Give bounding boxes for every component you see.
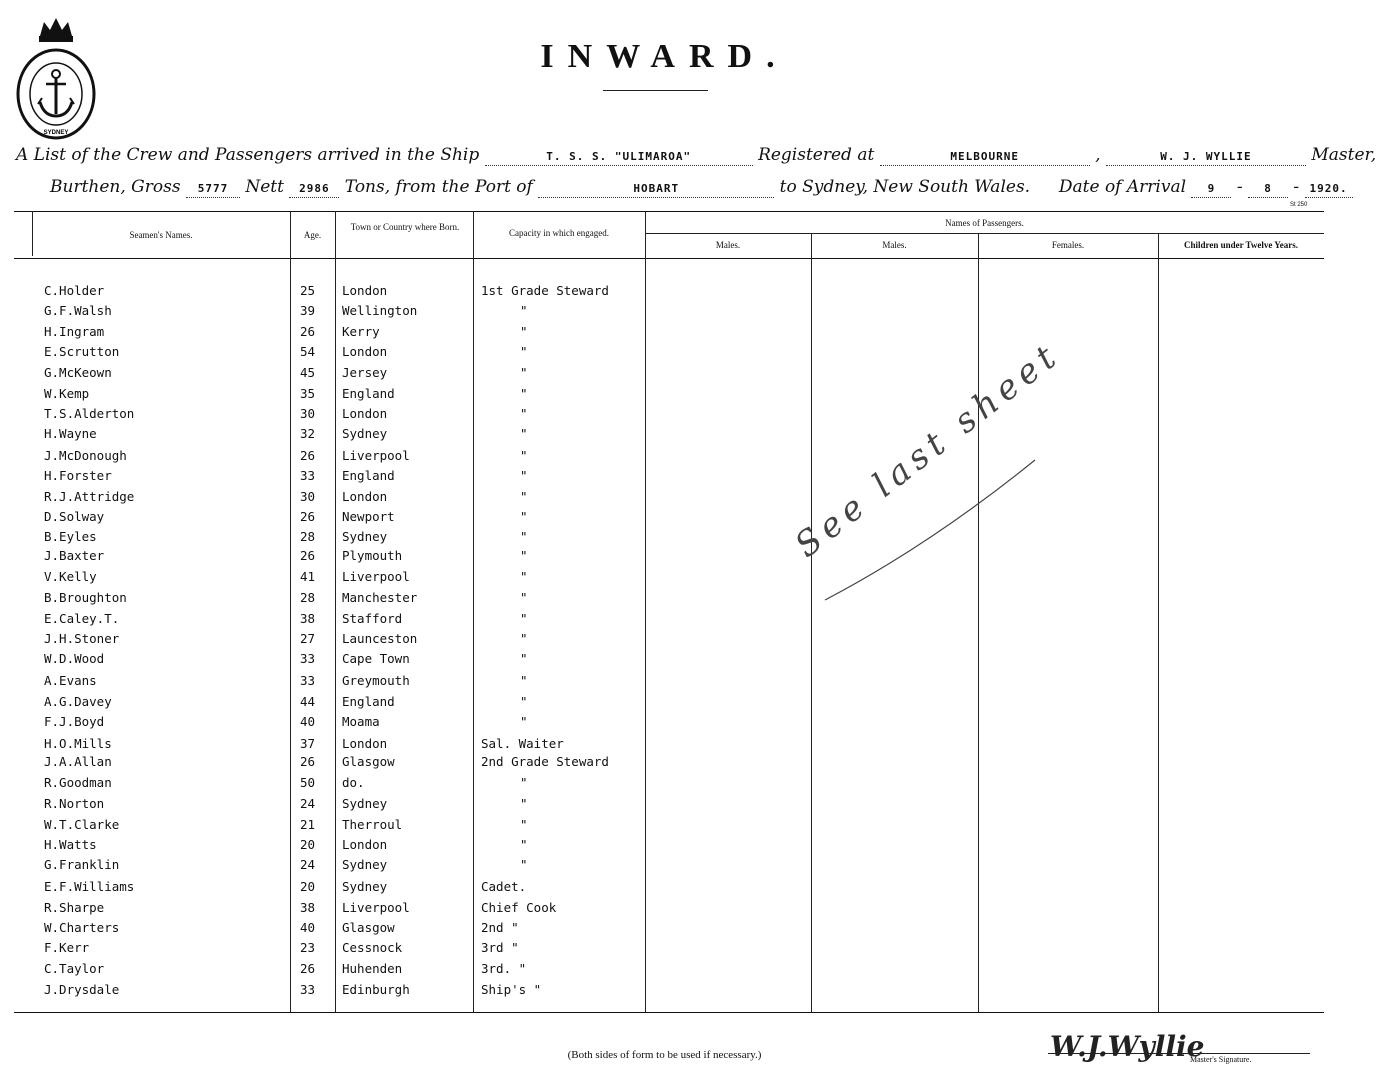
header-line-2: Burthen, Gross 5777 Nett 2986 Tons, from the Port of HOBART to Sydney, New South Wales. Date of Arrival 9 - 8 - 1920. (50, 177, 1353, 198)
crew-row (0, 448, 1329, 468)
crew-capacity: " (520, 386, 528, 401)
crew-birthplace: Cessnock (342, 940, 403, 955)
crew-capacity: " (520, 817, 528, 832)
crew-name: J.A.Allan (44, 754, 112, 769)
crew-row (0, 303, 1329, 323)
arrival-year: 1920. (1309, 182, 1348, 195)
crew-capacity: Ship's " (481, 982, 542, 997)
crew-age: 41 (300, 569, 316, 584)
crew-row (0, 548, 1329, 568)
crew-row (0, 324, 1329, 344)
crew-age: 40 (300, 714, 316, 729)
crew-birthplace: Manchester (342, 590, 418, 605)
crew-age: 26 (300, 324, 316, 339)
crew-name: H.Watts (44, 837, 97, 852)
crew-age: 20 (300, 879, 316, 894)
crew-name: J.Baxter (44, 548, 105, 563)
crew-capacity: " (520, 426, 528, 441)
crew-name: E.Caley.T. (44, 611, 120, 626)
shipping-master-seal (12, 14, 100, 138)
col-header-males: Males. (715, 240, 741, 250)
crew-row (0, 775, 1329, 795)
table-top-rule (14, 211, 1324, 212)
crew-birthplace: Sydney (342, 529, 388, 544)
crew-name: J.H.Stoner (44, 631, 120, 646)
crew-row (0, 754, 1329, 774)
table-bottom-rule (14, 1012, 1324, 1013)
form-code: St 250 (1290, 202, 1308, 208)
crew-name: R.Goodman (44, 775, 112, 790)
col-header-passengers: Names of Passengers. (945, 218, 1024, 228)
crew-age: 23 (300, 940, 316, 955)
page-title: INWARD. (540, 38, 789, 75)
crew-name: E.Scrutton (44, 344, 120, 359)
crew-row (0, 569, 1329, 589)
crew-birthplace: Moama (342, 714, 380, 729)
crew-capacity: " (520, 611, 528, 626)
crew-row (0, 961, 1329, 981)
tons-label: Tons, from the Port of (344, 177, 533, 197)
crew-row (0, 344, 1329, 364)
gross-tonnage: 5777 (197, 182, 229, 195)
crew-age: 33 (300, 468, 316, 483)
header-line-1: A List of the Crew and Passengers arrived in the Ship T. S. S. "ULIMAROA" Registered at MELBOURNE , W. J. WYLLIE Master, (16, 145, 1376, 165)
crew-name: A.G.Davey (44, 694, 112, 709)
crew-row (0, 900, 1329, 920)
crew-capacity: " (520, 590, 528, 605)
annotation-stroke (820, 455, 1040, 605)
crew-birthplace: London (342, 283, 388, 298)
nett-tonnage: 2986 (299, 182, 330, 195)
crew-age: 26 (300, 448, 316, 463)
crew-capacity: " (520, 529, 528, 544)
crew-age: 39 (300, 303, 316, 318)
crew-age: 38 (300, 900, 316, 915)
crew-birthplace: London (342, 344, 388, 359)
crew-name: W.Charters (44, 920, 120, 935)
crew-row (0, 426, 1329, 446)
crew-row (0, 509, 1329, 529)
departure-port: HOBART (633, 182, 680, 195)
crew-capacity: " (520, 694, 528, 709)
crew-age: 50 (300, 775, 316, 790)
crew-capacity: Sal. Waiter (481, 736, 564, 751)
crew-birthplace: do. (342, 775, 365, 790)
crew-capacity: " (520, 714, 528, 729)
crew-birthplace: Newport (342, 509, 395, 524)
crew-capacity: " (520, 509, 528, 524)
crew-name: V.Kelly (44, 569, 97, 584)
crew-capacity: " (520, 406, 528, 421)
crew-name: W.T.Clarke (44, 817, 120, 832)
signature-label: Master's Signature. (1190, 1055, 1252, 1064)
crew-row (0, 879, 1329, 899)
crew-birthplace: London (342, 736, 388, 751)
nett-label: Nett (245, 177, 284, 197)
master-signature: W.J.Wyllie (1050, 1030, 1205, 1063)
crew-capacity: " (520, 365, 528, 380)
burthen-label: Burthen, Gross (50, 177, 181, 197)
crew-name: R.Sharpe (44, 900, 105, 915)
crew-age: 33 (300, 651, 316, 666)
crew-row (0, 611, 1329, 631)
crew-name: G.McKeown (44, 365, 112, 380)
crew-capacity: " (520, 651, 528, 666)
crew-row (0, 631, 1329, 651)
registered-label: Registered at (758, 145, 875, 165)
crew-birthplace: Huhenden (342, 961, 403, 976)
crew-birthplace: Stafford (342, 611, 403, 626)
crew-birthplace: Wellington (342, 303, 418, 318)
crew-age: 27 (300, 631, 316, 646)
list-heading: A List of the Crew and Passengers arrived in the Ship (16, 145, 480, 165)
crew-capacity: 1st Grade Steward (481, 283, 609, 298)
crew-birthplace: Sydney (342, 857, 388, 872)
crew-birthplace: Glasgow (342, 754, 395, 769)
crew-age: 25 (300, 283, 316, 298)
crew-row (0, 920, 1329, 940)
master-label: Master, (1311, 145, 1376, 165)
crew-capacity: Chief Cook (481, 900, 557, 915)
crew-name: C.Holder (44, 283, 105, 298)
crew-birthplace: London (342, 837, 388, 852)
crew-capacity: " (520, 569, 528, 584)
crew-age: 20 (300, 837, 316, 852)
col-header-name: Seamen's Names. (129, 230, 193, 240)
crew-name: G.F.Walsh (44, 303, 112, 318)
crew-row (0, 817, 1329, 837)
crew-name: A.Evans (44, 673, 97, 688)
col-header-town: Town or Country where Born. (350, 222, 460, 232)
crew-name: T.S.Alderton (44, 406, 135, 421)
crew-birthplace: Liverpool (342, 900, 410, 915)
anchor-crown-seal-icon (12, 14, 100, 138)
crew-name: E.F.Williams (44, 879, 135, 894)
title-divider (603, 90, 708, 91)
crew-age: 33 (300, 982, 316, 997)
crew-capacity: Cadet. (481, 879, 527, 894)
crew-capacity: " (520, 468, 528, 483)
crew-age: 32 (300, 426, 316, 441)
crew-age: 44 (300, 694, 316, 709)
footer-note: (Both sides of form to be used if necessary.) (567, 1049, 762, 1061)
passengers-subrule (645, 233, 1324, 234)
arrival-month: 8 (1264, 182, 1272, 195)
crew-capacity: " (520, 796, 528, 811)
crew-birthplace: Launceston (342, 631, 418, 646)
crew-row (0, 982, 1329, 1002)
crew-capacity: " (520, 673, 528, 688)
registered-port: MELBOURNE (950, 150, 1020, 163)
crew-row (0, 694, 1329, 714)
crew-age: 40 (300, 920, 316, 935)
crew-birthplace: Cape Town (342, 651, 410, 666)
crew-capacity: " (520, 775, 528, 790)
crew-name: H.Forster (44, 468, 112, 483)
crew-capacity: " (520, 489, 528, 504)
col-header-capacity: Capacity in which engaged. (509, 228, 609, 238)
crew-capacity: " (520, 631, 528, 646)
crew-capacity: 2nd " (481, 920, 519, 935)
crew-age: 38 (300, 611, 316, 626)
signature-line (1048, 1053, 1310, 1054)
crew-birthplace: England (342, 468, 395, 483)
col-header-males: Males. (882, 240, 907, 250)
crew-row (0, 590, 1329, 610)
crew-capacity: 3rd. " (481, 961, 527, 976)
crew-birthplace: Liverpool (342, 569, 410, 584)
crew-row (0, 468, 1329, 488)
crew-birthplace: Edinburgh (342, 982, 410, 997)
crew-name: H.O.Mills (44, 736, 112, 751)
crew-age: 33 (300, 673, 316, 688)
crew-capacity: 3rd " (481, 940, 519, 955)
crew-birthplace: Kerry (342, 324, 380, 339)
crew-row (0, 406, 1329, 426)
crew-age: 26 (300, 754, 316, 769)
crew-name: G.Franklin (44, 857, 120, 872)
crew-age: 24 (300, 857, 316, 872)
crew-age: 26 (300, 548, 316, 563)
crew-row (0, 386, 1329, 406)
crew-birthplace: Sydney (342, 796, 388, 811)
table-header-rule (14, 258, 1324, 259)
crew-capacity: " (520, 448, 528, 463)
arrival-day: 9 (1207, 182, 1216, 195)
crew-birthplace: Jersey (342, 365, 388, 380)
crew-capacity: " (520, 303, 528, 318)
crew-birthplace: Sydney (342, 426, 388, 441)
crew-name: W.Kemp (44, 386, 90, 401)
crew-birthplace: England (342, 694, 395, 709)
crew-row (0, 736, 1329, 756)
crew-age: 30 (300, 489, 316, 504)
crew-row (0, 837, 1329, 857)
crew-row (0, 940, 1329, 960)
crew-capacity: " (520, 324, 528, 339)
master-name: W. J. WYLLIE (1160, 150, 1252, 163)
date-label: Date of Arrival (1058, 177, 1187, 197)
crew-age: 45 (300, 365, 316, 380)
crew-birthplace: Greymouth (342, 673, 410, 688)
crew-row (0, 714, 1329, 734)
crew-name: W.D.Wood (44, 651, 105, 666)
crew-age: 28 (300, 590, 316, 605)
svg-text:SYDNEY: SYDNEY (43, 130, 69, 136)
col-header-children: Children under Twelve Years. (1183, 240, 1298, 250)
destination-label: to Sydney, New South Wales. (779, 177, 1031, 197)
crew-age: 21 (300, 817, 316, 832)
crew-row (0, 283, 1329, 303)
crew-age: 24 (300, 796, 316, 811)
crew-capacity: " (520, 548, 528, 563)
crew-row (0, 651, 1329, 671)
handwritten-annotation: See last sheet (787, 334, 1069, 566)
crew-name: B.Eyles (44, 529, 97, 544)
crew-row (0, 673, 1329, 693)
crew-capacity: " (520, 857, 528, 872)
crew-age: 26 (300, 961, 316, 976)
crew-name: B.Broughton (44, 590, 127, 605)
crew-name: R.J.Attridge (44, 489, 135, 504)
crew-age: 26 (300, 509, 316, 524)
crew-name: J.McDonough (44, 448, 127, 463)
crew-name: F.J.Boyd (44, 714, 105, 729)
crew-name: H.Wayne (44, 426, 97, 441)
crew-name: H.Ingram (44, 324, 105, 339)
crew-birthplace: Plymouth (342, 548, 403, 563)
crew-row (0, 365, 1329, 385)
crew-age: 35 (300, 386, 316, 401)
crew-capacity: 2nd Grade Steward (481, 754, 609, 769)
crew-row (0, 796, 1329, 816)
crew-row (0, 489, 1329, 509)
crew-age: 37 (300, 736, 316, 751)
crew-row (0, 857, 1329, 877)
ship-name: T. S. S. "ULIMAROA" (546, 150, 692, 163)
crew-birthplace: London (342, 489, 388, 504)
crew-age: 54 (300, 344, 316, 359)
crew-capacity: " (520, 837, 528, 852)
col-header-females: Females. (1051, 240, 1085, 250)
crew-name: R.Norton (44, 796, 105, 811)
crew-birthplace: England (342, 386, 395, 401)
crew-name: F.Kerr (44, 940, 90, 955)
crew-age: 30 (300, 406, 316, 421)
crew-name: D.Solway (44, 509, 105, 524)
crew-row (0, 529, 1329, 549)
crew-name: C.Taylor (44, 961, 105, 976)
crew-name: J.Drysdale (44, 982, 120, 997)
crew-birthplace: Therroul (342, 817, 403, 832)
col-header-age: Age. (303, 230, 322, 240)
crew-birthplace: London (342, 406, 388, 421)
crew-birthplace: Glasgow (342, 920, 395, 935)
crew-birthplace: Liverpool (342, 448, 410, 463)
crew-capacity: " (520, 344, 528, 359)
crew-age: 28 (300, 529, 316, 544)
crew-birthplace: Sydney (342, 879, 388, 894)
